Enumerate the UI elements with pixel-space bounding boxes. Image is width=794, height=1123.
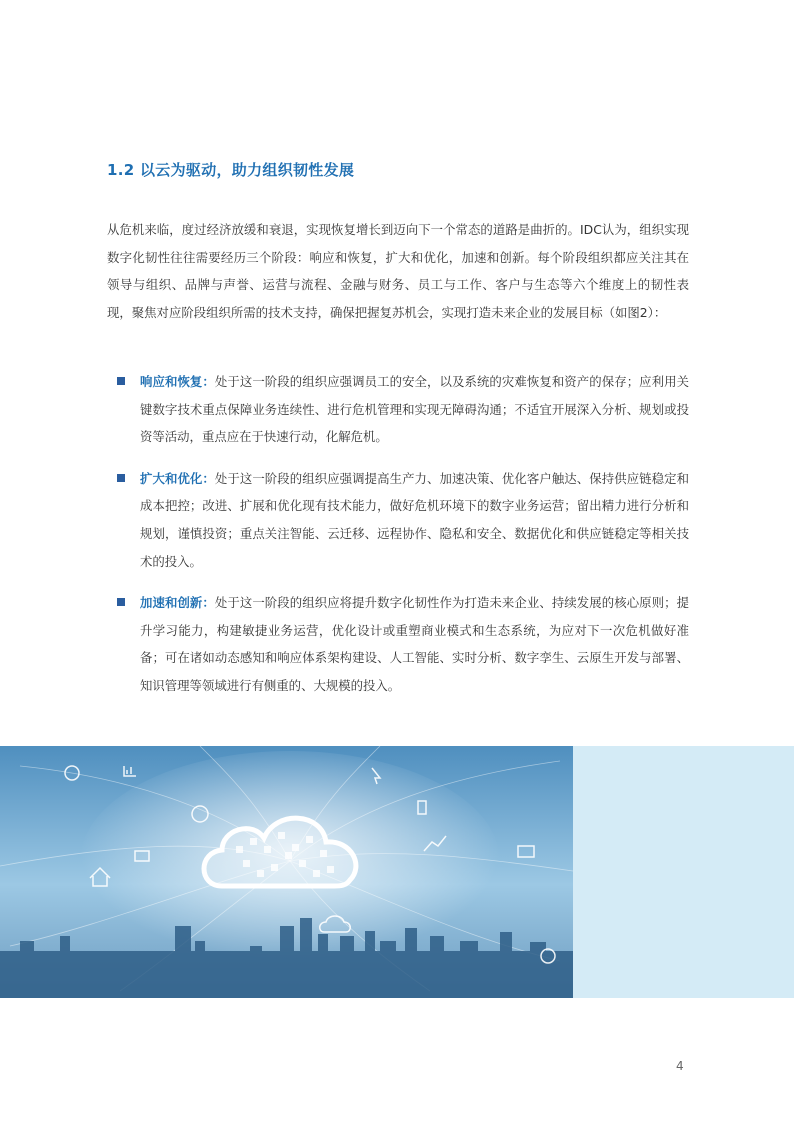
bullet-square-icon: [117, 377, 125, 385]
stage-description: 处于这一阶段的组织应强调提高生产力、加速决策、优化客户触达、保持供应链稳定和成本把控；改进、扩展和优化现有技术能力，做好危机环境下的数字业务运营；留出精力进行分析和规划，谨慎投资；重点关注智能、云迁移、远程协作、隐私和安全、数据优化和供应链稳定等相关技术的投入。: [140, 470, 690, 569]
intro-paragraph: 从危机来临，度过经济放缓和衰退，实现恢复增长到迈向下一个常态的道路是曲折的。IDC认为，组织实现数字化韧性往往需要经历三个阶段：响应和恢复，扩大和优化，加速和创新。每个阶段组织都应关注其在领导与组织、品牌与声誉、运营与流程、金融与财务、员工与工作、客户与生态等六个维度上的韧性表现，聚焦对应阶段组织所需的技术支持，确保把握复苏机会，实现打造未来企业的发展目标（如图2）：: [107, 222, 689, 320]
cloud-city-banner: [0, 746, 794, 998]
stage-item-respond-recover: [117, 368, 689, 451]
stage-list: [117, 368, 689, 700]
stage-item-expand-optimize: [117, 465, 689, 575]
stage-term: 扩大和优化：: [140, 470, 215, 486]
bullet-square-icon: [117, 474, 125, 482]
stage-term: 响应和恢复：: [140, 374, 215, 389]
stage-term: 加速和创新：: [140, 595, 215, 611]
page-number: 4: [676, 1059, 684, 1073]
stage-description: 处于这一阶段的组织应将提升数字化韧性作为打造未来企业、持续发展的核心原则；提升学习能力，构建敏捷业务运营，优化设计或重塑商业模式和生态系统，为应对下一次危机做好准备；可在诸如动态感知和响应体系架构建设、人工智能、实时分析、数字孪生、云原生开发与部署、知识管理等领域进行有侧重的、大规模的投入。: [140, 595, 690, 693]
stage-item-accelerate-innovate: [117, 589, 689, 699]
section-title: 1.2 以云为驱动，助力组织韧性发展: [107, 161, 355, 179]
banner-side-panel: [573, 746, 794, 998]
bullet-square-icon: [117, 598, 125, 606]
stage-description: 处于这一阶段的组织应强调员工的安全，以及系统的灾难恢复和资产的保存；应利用关键数字技术重点保障业务连续性、进行危机管理和实现无障碍沟通；不适宜开展深入分析、规划或投资等活动，重点应在于快速行动，化解危机。: [140, 374, 690, 445]
cloud-city-illustration: [0, 746, 573, 998]
